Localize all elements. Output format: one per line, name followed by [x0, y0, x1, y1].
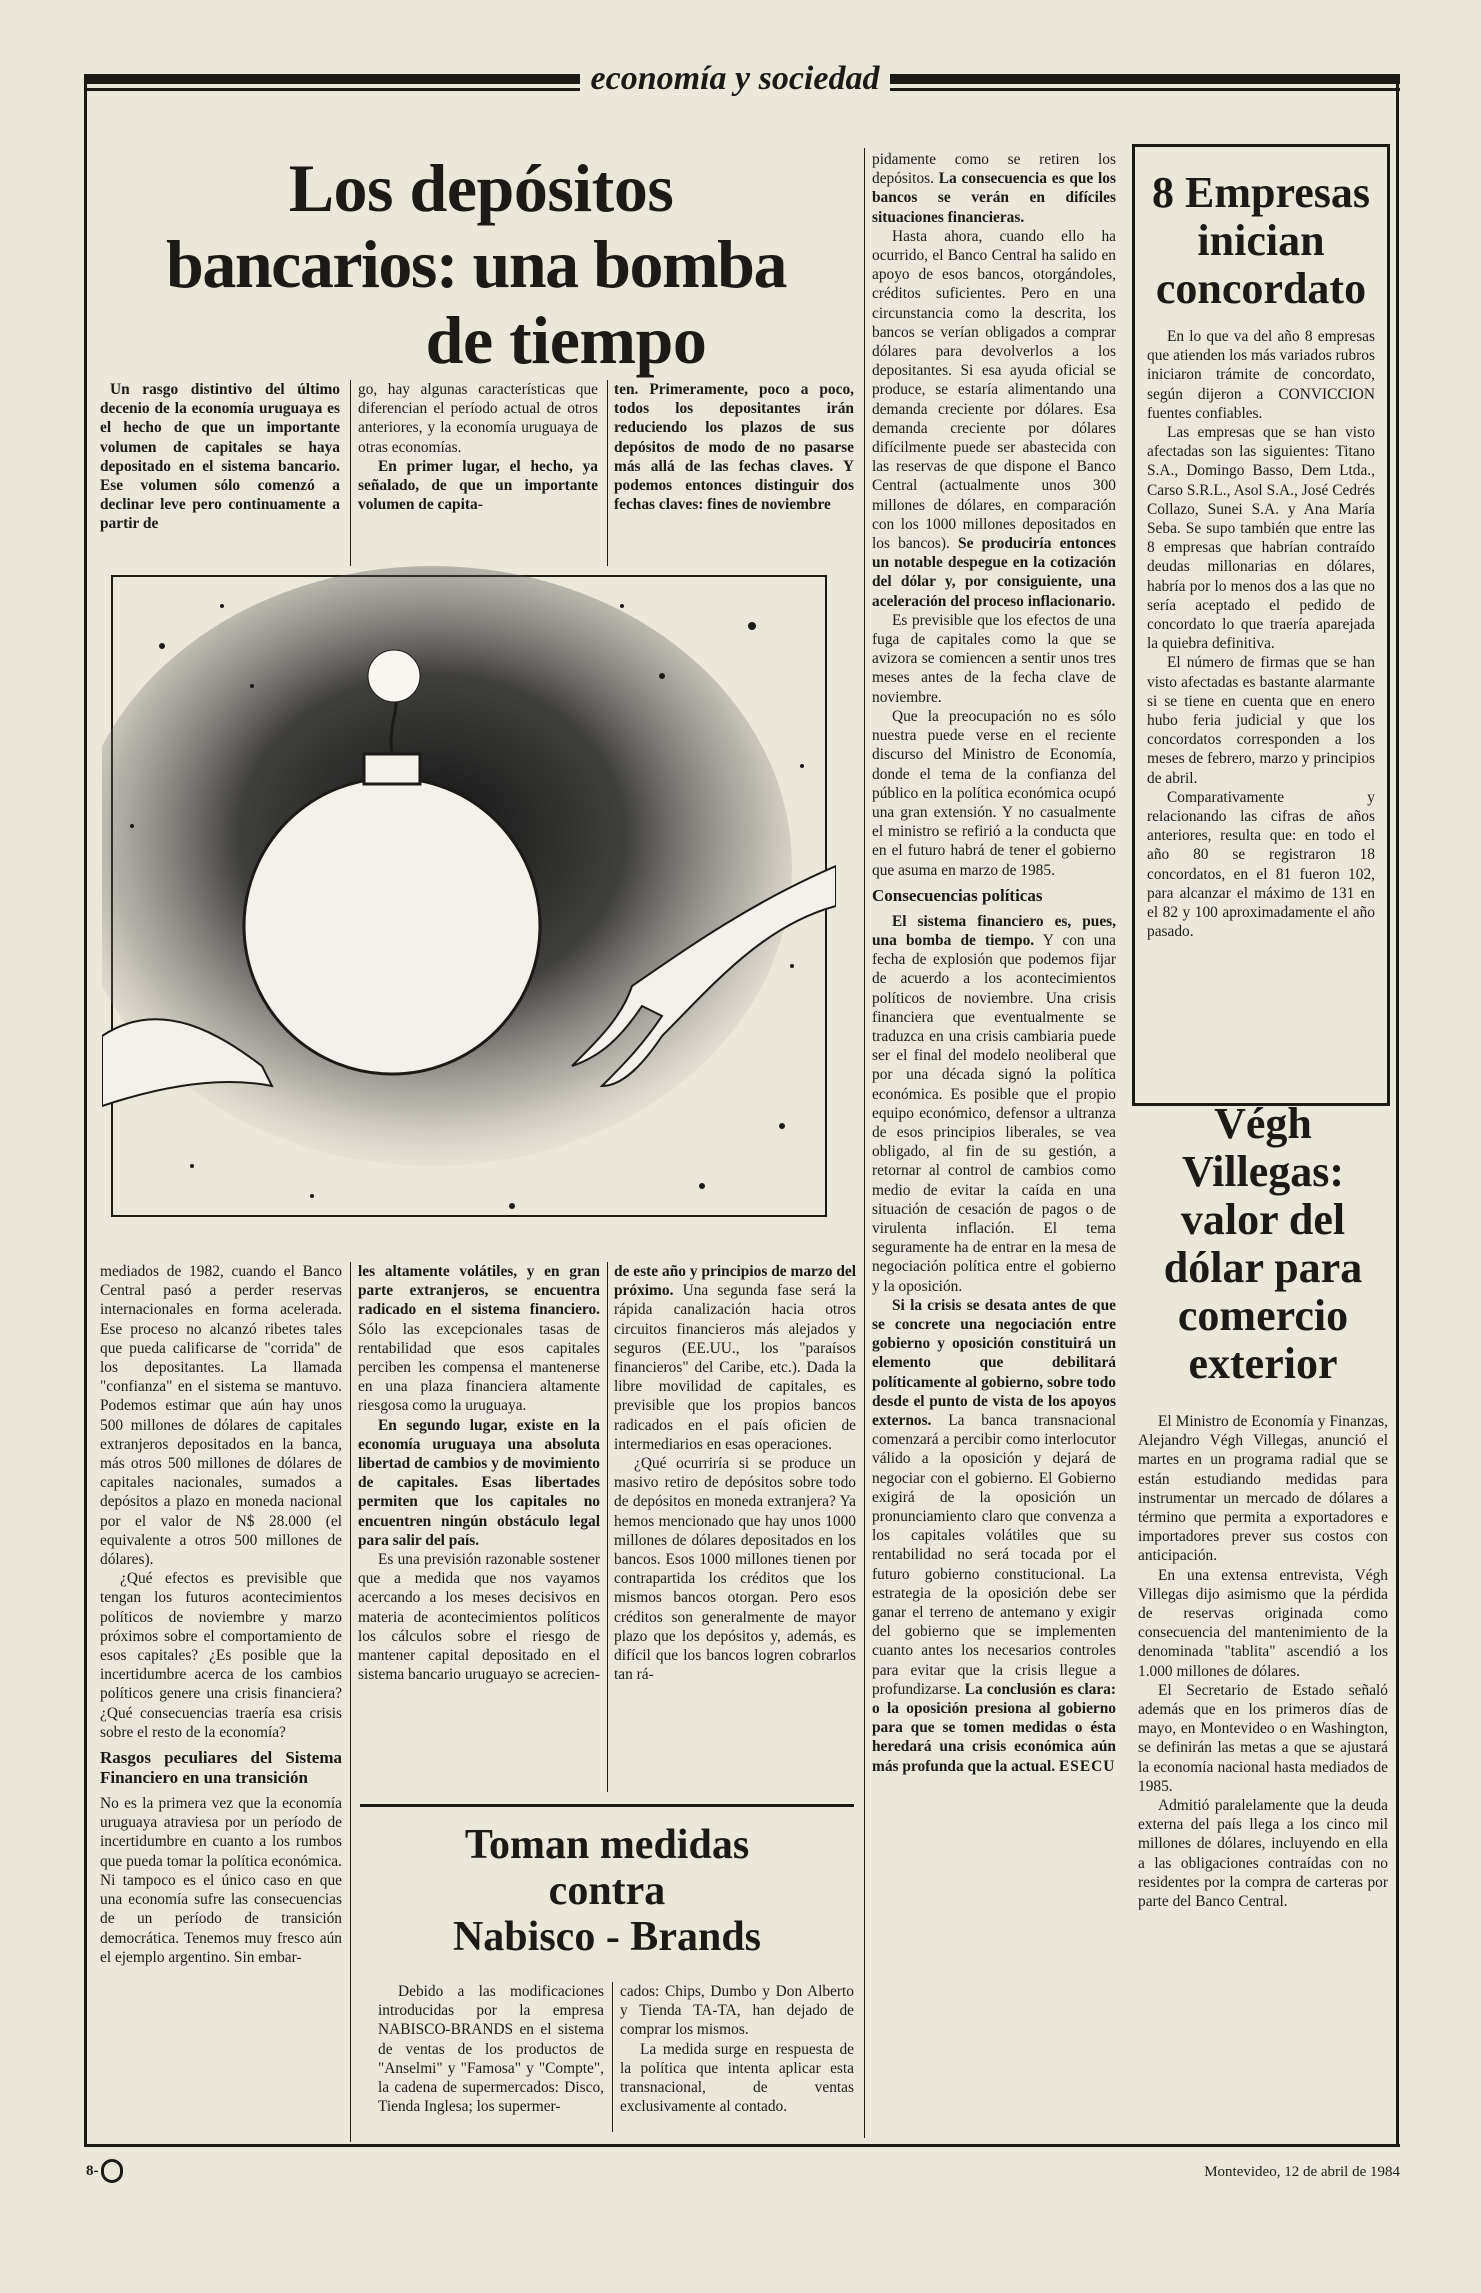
main-col4-p2b: Se produciría entonces un notable despegue en la cotización del dólar y, por consiguiente, una aceleración del proceso inflacionario. — [872, 535, 1116, 610]
main-headline-line-2: bancarios: una bomba — [166, 226, 786, 302]
main-col1-subhead: Rasgos peculiares del Sistema Financiero en una transición — [100, 1748, 342, 1788]
main-col1-bottom-p2: ¿Qué efectos es previsible que tengan los futuros acontecimientos políticos de noviembre y marzo próximos sobre el comportamiento de esos capitales? ¿Es posible que la incertidumbre acerca de los cambios políticos genere una crisis financiera? ¿Qué consecuencias traería esa crisis sobre el resto de la economía? — [100, 1570, 342, 1741]
vegh-headline-line-5: comercio — [1177, 1291, 1349, 1340]
concordato-box — [1132, 144, 1390, 1106]
section-label: economía y sociedad — [590, 60, 880, 97]
main-col2-bottom-p1b: Sólo las excepcionales tasas de rentabilidad que esos capitales perciben les compensa el mantenerse en una plaza financiera altamente riesgosa como la uruguaya. — [358, 1320, 600, 1415]
vegh-article — [1138, 1100, 1388, 1911]
box-p1: En lo que va del año 8 empresas que atienden los más variados rubros iniciaron trámite de concordato, según dijeron a CONVICCION fuentes confiables. — [1147, 328, 1375, 422]
main-col2-bottom-p1: les altamente volátiles, y en gran parte extranjeros, se encuentra radicado en el sistema financiero. — [358, 1263, 600, 1319]
vegh-headline-line-4: dólar para — [1163, 1243, 1363, 1292]
page-number — [86, 2156, 166, 2186]
nabisco-headline — [360, 1822, 854, 1960]
vegh-body — [1138, 1412, 1388, 1911]
vegh-p3: El Secretario de Estado señaló además que en los primeros días de mayo, en Montevideo o en Washington, se definirán las metas a que se ajustará la economía nacional hasta mediados de 1985. — [1138, 1681, 1388, 1795]
main-col4-p4: Que la preocupación no es sólo nuestra puede verse en el reciente discurso del Ministro de Economía, donde el tema de la confianza del público en la política económica ocupó una gran extensión. Y no casualmente el ministro se refirió a la conducta que en el futuro habrá de tener el gobierno que asuma en marzo de 1985. — [872, 707, 1116, 879]
main-col1-bottom-p3: No es la primera vez que la economía uruguaya atraviesa por un período de incertidumbre en cuanto a los rumbos que pueda tomar la política económica. Ni tampoco es el único caso en que una economía sufre las consecuencias de un período de transición democrática. Tenemos muy fresco aún el ejemplo argentino. Sin embar- — [100, 1795, 342, 1966]
frame-right-rule — [1396, 84, 1399, 2144]
box-headline-line-2: inician — [1197, 216, 1325, 265]
box-p4: Comparativamente y relacionando las cifras de años anteriores, resulta que: en todo el año 80 se registraron 18 concordatos, en el 81 fueron 102, para alcanzar el máximo de 131 en el 82 y 100 aproximadamente el año pasado. — [1147, 788, 1375, 941]
vegh-headline-line-6: exterior — [1188, 1339, 1338, 1388]
vegh-headline-line-3: valor del — [1180, 1195, 1346, 1244]
main-col2-bottom — [358, 1262, 600, 1684]
publication-logo-icon — [101, 2159, 123, 2183]
nabisco-headline-line-3: Nabisco - Brands — [452, 1914, 762, 1960]
main-col1-top-text: Un rasgo distintivo del último decenio de la economía uruguaya es el hecho de que un importante volumen de capitales se haya depositado en el sistema bancario. Ese volumen sólo comenzó a declinar leve pero continuamente a partir de — [100, 381, 340, 533]
section-header — [580, 58, 890, 100]
main-col2-bottom-p2: En segundo lugar, existe en la economía uruguaya una absoluta libertad de cambios y de movimiento de capitales. Esas libertades permiten que los capitales no encuentren ningún obstáculo legal para salir del país. — [358, 1416, 600, 1549]
column-divider — [350, 1262, 351, 2142]
column-divider — [612, 1982, 613, 2132]
box-body — [1135, 313, 1387, 942]
main-col3-top — [614, 380, 854, 514]
vegh-headline-line-1: Végh — [1214, 1099, 1312, 1148]
column-divider — [607, 1262, 608, 1792]
bomb-neck — [364, 754, 420, 784]
main-col3-bottom-p2: ¿Qué ocurriría si se produce un masivo retiro de depósitos sobre todo de depósitos en moneda extranjera? Ya hemos mencionado que hay unos 1000 millones de dólares depositados en los bancos. Esos 1000 millones tienen por contrapartida los créditos que los mismos bancos otorgan. Pero esos créditos son generalmente de mayor plazo que los depósitos y, además, es difícil que los bancos logren cobrarlos tan rá- — [614, 1455, 856, 1684]
column-divider — [864, 148, 865, 2138]
main-headline — [96, 150, 856, 378]
nabisco-col1 — [378, 1982, 604, 2116]
box-headline-line-3: concordato — [1155, 264, 1367, 313]
main-col4-p5b: Y con una fecha de explosión que podemos fijar de acuerdo a los acontecimientos políticos de noviembre. Una crisis financiera que eventualmente se traduzca en una crisis cambiaria puede ser el final del modelo neoliberal que por una década signó la política económica. Es posible que el propio equipo económico, defensor a ultranza de esos principios liberales, se vea obligado, al fin de su gestión, a retornar al control de cambios como medio de evitar la caída en una situación de cesación de pagos o de virulenta inflación. El tema seguramente ha de entrar en la mesa de negociación política entre el gobierno y la oposición. — [872, 931, 1116, 1295]
vegh-p1: El Ministro de Economía y Finanzas, Alejandro Végh Villegas, anunció el martes en un programa radial que se están estudiando medidas para instrumentar un mercado de dólares a término que permita a exportadores e importadores prever sus costos con anticipación. — [1138, 1413, 1388, 1565]
nabisco-headline-line-2: contra — [548, 1868, 666, 1914]
column-divider — [607, 380, 608, 578]
signature: ESECU — [1059, 1757, 1116, 1775]
frame-left-rule — [84, 84, 87, 2144]
main-col4-p6c: La conclusión es clara: o la oposición presiona al gobierno para que se tomen medidas o ésta heredará una crisis económica aún más profunda que la actual. — [872, 1680, 1116, 1775]
main-col4-p1a: pidamente como se retiren los depósitos. — [872, 151, 1116, 188]
main-col4-p3: Es previsible que los efectos de una fuga de capitales como la que se avizora se comiencen a sentir unos tres meses antes de la fecha clave de noviembre. — [872, 611, 1116, 706]
box-p3: El número de firmas que se han visto afectadas es bastante alarmante si se tiene en cuenta que en enero hubo feria judicial y que los concordatos corresponden a los meses de febrero, marzo y principios de abril. — [1147, 654, 1375, 787]
spark — [368, 650, 420, 702]
main-col4 — [872, 150, 1116, 1776]
bomb-illustration — [102, 566, 836, 1226]
vegh-headline-line-2: Villegas: — [1181, 1147, 1345, 1196]
main-col4-p6b: La banca transnacional comenzará a percibir como interlocutor válido a la oposición y dejará de negociar con el gobierno. El Gobierno exigirá de la oposición un pronunciamiento claro que convenza a los capitales volátiles que su rentabilidad no será tocada por el futuro gobierno constitucional. La estrategia de la oposición debe ser ganar el terreno de antemano y exigir del gobierno que se implementen cuanto antes los necesarios controles para evitar que la crisis llegue a profundizarse. — [872, 1412, 1116, 1698]
nabisco-col2-p1: cados: Chips, Dumbo y Don Alberto y Tienda TA-TA, han dejado de comprar los mismos. — [620, 1983, 854, 2039]
nabisco-col2 — [620, 1982, 854, 2116]
main-col4-p2a: Hasta ahora, cuando ello ha ocurrido, el Banco Central ha salido en apoyo de esos bancos, otorgándoles, créditos suficientes. Pero en una circunstancia como la descrita, los bancos se verían obligados a comprar dólares para devolverlos a los depositantes. Si esa ayuda oficial se produce, se estaría alimentando una demanda creciente por dólares. Esa demanda creciente por dólares difícilmente puede ser abastecida con las reservas de que dispone el Banco Central (actualmente unos 300 millones de dólares, en comparación con los 1000 millones depositados en los bancos). — [872, 227, 1116, 553]
vegh-p2: En una extensa entrevista, Végh Villegas dijo asimismo que la pérdida de reservas originada como consecuencia del mantenimiento de la denominada "tablita" ascendió a los 1.000 millones de dólares. — [1138, 1566, 1388, 1680]
main-headline-line-1: Los depósitos — [288, 150, 674, 226]
main-col2-bottom-p3: Es una previsión razonable sostener que a medida que nos vayamos acercando a los meses decisivos en materia de acontecimientos políticos los cálculos sobre el riesgo de mantener capital depositado en el sistema bancario uruguayo se acrecien- — [358, 1551, 600, 1684]
dateline: Montevideo, 12 de abril de 1984 — [1204, 2164, 1400, 2180]
main-col2-top — [358, 380, 598, 514]
main-col4-p1b: La consecuencia es que los bancos se verán en difíciles situaciones financieras. — [872, 170, 1116, 226]
main-col3-top-text: ten. Primeramente, poco a poco, todos los depositantes irán reduciendo los plazos de sus depósitos de modo de no pasarse más allá de las fechas claves. Y podemos entonces distinguir dos fechas claves: fines de noviembre — [614, 381, 854, 514]
nabisco-col1-text: Debido a las modificaciones introducidas por la empresa NABISCO-BRANDS en el sistema de ventas de los productos de "Anselmi" y "Famosa" y "Compte", la cadena de supermercados: Disco, Tienda Inglesa; los supermer- — [378, 1983, 604, 2116]
main-col4-p6a: Si la crisis se desata antes de que se concrete una negociación entre gobierno y oposición constituirá un elemento que debilitará políticamente al gobierno, sobre todo desde el punto de vista de los apoyos externos. — [872, 1296, 1116, 1429]
main-col1-top — [100, 380, 340, 534]
main-col2-top-p1: go, hay algunas características que diferencian el período actual de otros anteriores, y la economía uruguaya de otras economías. — [358, 381, 598, 456]
page-number-text: 8- — [86, 2162, 99, 2179]
column-divider — [350, 380, 351, 578]
main-col4-p5a: El sistema financiero es, pues, una bomba de tiempo. — [872, 912, 1116, 949]
nabisco-headline-line-1: Toman medidas — [464, 1822, 750, 1868]
frame-bottom-rule — [84, 2144, 1400, 2147]
nabisco-top-rule — [360, 1804, 854, 1807]
main-col3-bottom — [614, 1262, 856, 1684]
vegh-p4: Admitió paralelamente que la deuda externa del país llega a los cinco mil millones de dólares, incluyendo en ella a las obligaciones contraídas con no residentes por la compra de carteras por parte del Banco Central. — [1138, 1797, 1388, 1911]
main-col4-subhead: Consecuencias políticas — [872, 885, 1043, 905]
main-col3-bottom-p1a: de este año y principios de marzo del próximo. — [614, 1263, 856, 1300]
main-col1-bottom — [100, 1262, 342, 1967]
bomb-body — [244, 778, 540, 1074]
bomb-illustration-svg — [102, 566, 836, 1226]
main-col2-top-p2: En primer lugar, el hecho, ya señalado, de que un importante volumen de capita- — [358, 457, 598, 514]
main-col1-bottom-p1: mediados de 1982, cuando el Banco Central pasó a perder reservas internacionales en forma acelerada. Ese proceso no alcanzó ribetes tales que pueda calificarse de "corrida" de los depositantes. La llamada "confianza" en el sistema se mantuvo. Podemos estimar que aún hay unos 500 millones de dólares de capitales extranjeros depositados en la banca, más otros 500 millones de dólares de capitales nacionales, sumados a depósitos a plazo en moneda nacional por el valor de N$ 28.000 (el equivalente a otros 500 millones de dólares). — [100, 1263, 342, 1569]
nabisco-col2-p2: La medida surge en respuesta de la política que intenta aplicar esta transnacional, de ventas exclusivamente al contado. — [620, 2040, 854, 2116]
box-headline-line-1: 8 Empresas — [1152, 168, 1370, 217]
main-headline-line-3: de tiempo — [425, 302, 707, 378]
box-p2: Las empresas que se han visto afectadas son las siguientes: Titano S.A., Domingo Basso, Dem Ltda., Carso S.R.L., Asol S.A., José Cedrés Collazo, Sunei S.A. y Ana María Seba. Se supo también que entre las 8 empresas que habrían contraído deudas millonarias en dólares, habría por lo menos dos a las que no sería aceptado el pedido de concordato lo que traería aparejada la quiebra definitiva. — [1147, 424, 1375, 653]
main-col3-bottom-p1b: Una segunda fase será la rápida canalización hacia otros circuitos financieros más alejados y seguros (EE.UU., los "paraísos financieros" del Caribe, etc.). Dada la libre movilidad de capitales, es previsible que los propios bancos radicados en el país oficien de intermediarios en esas operaciones. — [614, 1282, 856, 1453]
